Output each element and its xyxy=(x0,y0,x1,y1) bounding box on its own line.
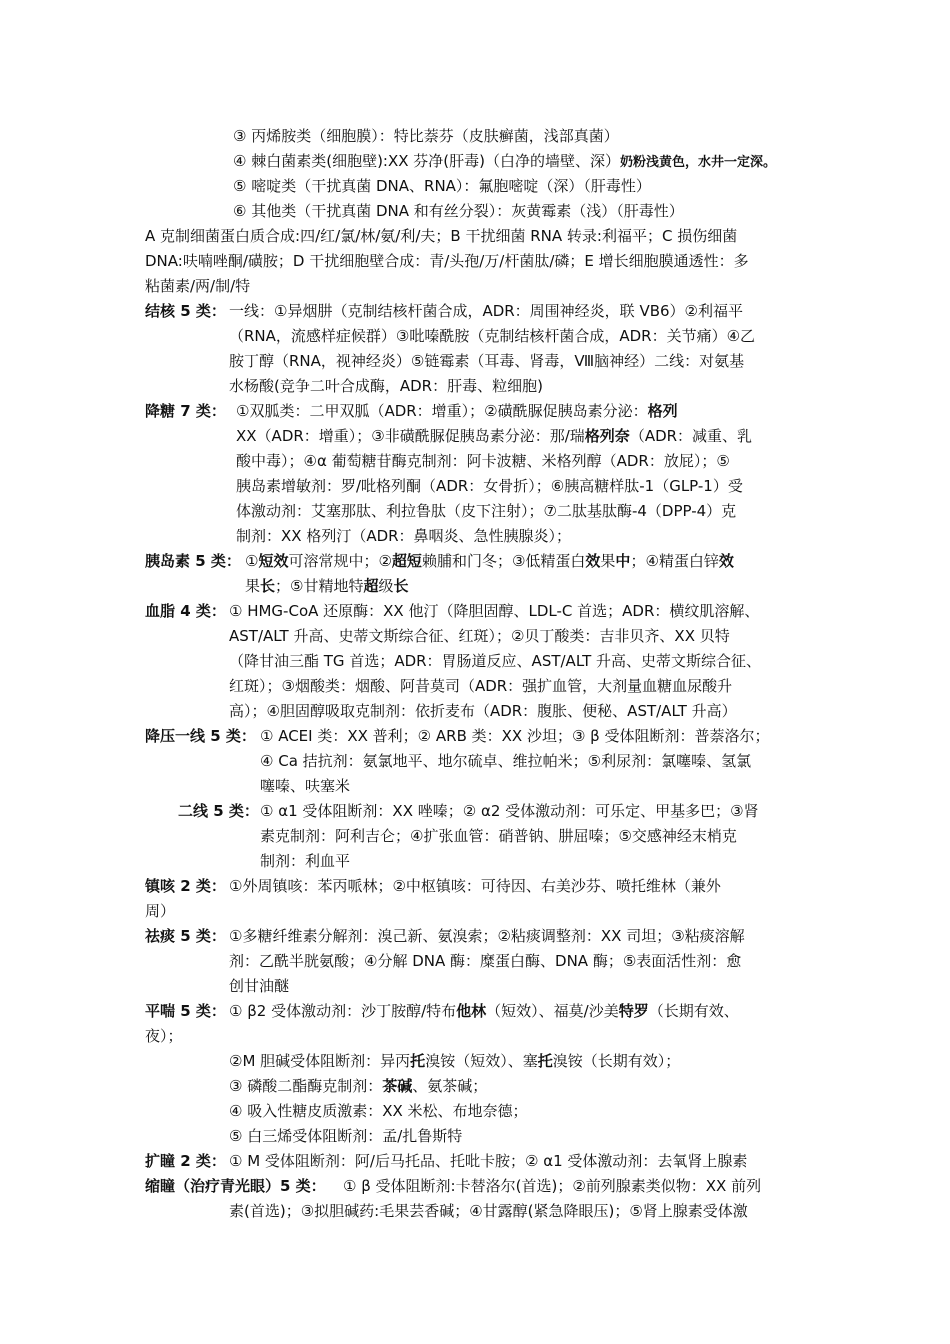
text-line: 一线：①异烟肼（克制结核杆菌合成，ADR：周围神经炎，联 VB6）②利福平 xyxy=(229,302,743,320)
text-line: 素(首选)；③拟胆碱药:毛果芸香碱；④甘露醇(紧急降眼压)；⑤肾上腺素受体激 xyxy=(229,1202,748,1220)
text-line: （降甘油三酯 TG 首选；ADR：胃肠道反应、AST/ALT 升高、史蒂文斯综合征、 xyxy=(229,652,762,670)
text-line: XX（ADR：增重）；③非磺酰脲促胰岛素分泌：那/瑞格列奈（ADR：减重、乳 xyxy=(236,427,753,445)
text-line: 制剂：XX 格列汀（ADR：鼻咽炎、急性胰腺炎）； xyxy=(236,527,572,545)
text-line: ③ 磷酸二酯酶克制剂：茶碱、氨茶碱； xyxy=(229,1077,488,1095)
text-line: 制剂：利血平 xyxy=(260,852,351,870)
text-line: 噻嗪、呋塞米 xyxy=(260,777,351,795)
section-heading: 结核 5 类： xyxy=(145,302,226,320)
text-line: ③ 丙烯胺类（细胞膜）：特比萘芬（皮肤癣菌，浅部真菌） xyxy=(233,127,619,145)
text-line: A 克制细菌蛋白质合成:四/红/氯/林/氨/利/夫；B 干扰细菌 RNA 转录:利福平；C 损伤细菌 xyxy=(145,227,738,245)
text-line: ①多糖纤维素分解剂：溴己新、氨溴索；②粘痰调整剂：XX 司坦；③粘痰溶解 xyxy=(229,927,745,945)
text-line: 红斑）；③烟酸类：烟酸、阿昔莫司（ADR：强扩血管，大剂量血糖血尿酸升 xyxy=(229,677,733,695)
section-heading: 降糖 7 类： xyxy=(145,402,226,420)
text-line: ④ 棘白菌素类(细胞壁):XX 芬净(肝毒)（白净的墙壁、深）奶粉浅黄色，水井一定深。 xyxy=(233,152,777,170)
text-line: 酸中毒）；④α 葡萄糖苷酶克制剂：阿卡波糖、米格列醇（ADR：放屁）；⑤ xyxy=(236,452,730,470)
text-line: 体激动剂：艾塞那肽、利拉鲁肽（皮下注射）；⑦二肽基肽酶-4（DPP-4）克 xyxy=(236,502,737,520)
text-line: ②M 胆碱受体阻断剂：异丙托溴铵（短效）、塞托溴铵（长期有效）； xyxy=(229,1052,681,1070)
text-line: 创甘油醚 xyxy=(229,977,290,995)
text-line: ① ACEI 类：XX 普利；② ARB 类：XX 沙坦；③ β 受体阻断剂：普萘洛尔； xyxy=(260,727,770,745)
text-line: ① β2 受体激动剂：沙丁胺醇/特布他林（短效）、福莫/沙美特罗（长期有效、 xyxy=(229,1002,739,1020)
text-line: ① β 受体阻断剂:卡替洛尔(首选)；②前列腺素类似物：XX 前列 xyxy=(343,1177,762,1195)
text-line: ④ Ca 拮抗剂：氨氯地平、地尔硫卓、维拉帕米；⑤利尿剂：氯噻嗪、氢氯 xyxy=(260,752,752,770)
text-line: 胺丁醇（RNA，视神经炎）⑤链霉素（耳毒、肾毒，Ⅷ脑神经）二线：对氨基 xyxy=(229,352,745,370)
text-line: DNA:呋喃唑酮/磺胺；D 干扰细胞壁合成：青/头孢/万/杆菌肽/磷；E 增长细胞膜通透性：多 xyxy=(145,252,749,270)
text-line: 夜）； xyxy=(145,1027,183,1045)
section-heading: 二线 5 类： xyxy=(178,802,259,820)
text-line: （RNA，流感样症候群）③吡嗪酰胺（克制结核杆菌合成，ADR：关节痛）④乙 xyxy=(229,327,756,345)
text-line: 高）；④胆固醇吸取克制剂：依折麦布（ADR：腹胀、便秘、AST/ALT 升高） xyxy=(229,702,737,720)
section-heading: 平喘 5 类： xyxy=(145,1002,226,1020)
text-line: ① α1 受体阻断剂：XX 唑嗪；② α2 受体激动剂：可乐定、甲基多巴；③肾 xyxy=(260,802,759,820)
section-heading: 血脂 4 类： xyxy=(145,602,226,620)
text-line: ①外周镇咳：苯丙哌林；②中枢镇咳：可待因、右美沙芬、喷托维林（兼外 xyxy=(229,877,721,895)
text-line: ⑤ 嘧啶类（干扰真菌 DNA、RNA）：氟胞嘧啶（深）（肝毒性） xyxy=(233,177,651,195)
text-line: 果长；⑤甘精地特超级长 xyxy=(245,577,409,595)
section-heading: 镇咳 2 类： xyxy=(145,877,226,895)
mnemonic: 奶粉浅黄色，水井一定深。 xyxy=(620,155,777,170)
section-heading: 祛痰 5 类： xyxy=(145,927,226,945)
text-line: 粘菌素/两/制/特 xyxy=(145,277,251,295)
text-line: ④ 吸入性糖皮质激素：XX 米松、布地奈德； xyxy=(229,1102,528,1120)
text-line: AST/ALT 升高、史蒂文斯综合征、红斑）；②贝丁酸类：吉非贝齐、XX 贝特 xyxy=(229,627,730,645)
text-line: 胰岛素增敏剂：罗/吡格列酮（ADR：女骨折）；⑥胰高糖样肽-1（GLP-1）受 xyxy=(236,477,743,495)
section-heading: 胰岛素 5 类： xyxy=(145,552,241,570)
text-line: 水杨酸(竞争二叶合成酶，ADR：肝毒、粒细胞) xyxy=(229,377,543,395)
text-line: ① M 受体阻断剂：阿/后马托品、托吡卡胺；② α1 受体激动剂：去氧肾上腺素 xyxy=(229,1152,748,1170)
section-heading: 缩瞳（治疗青光眼）5 类： xyxy=(145,1177,326,1195)
text-line: ⑥ 其他类（干扰真菌 DNA 和有丝分裂）：灰黄霉素（浅）（肝毒性） xyxy=(233,202,684,220)
text-line: ①双胍类：二甲双胍（ADR：增重）；②磺酰脲促胰岛素分泌：格列 xyxy=(236,402,678,420)
text-line: ⑤ 白三烯受体阻断剂：孟/扎鲁斯特 xyxy=(229,1127,463,1145)
text-line: 素克制剂：阿利吉仑；④扩张血管：硝普钠、肼屈嗪；⑤交感神经末梢克 xyxy=(260,827,737,845)
text-line: ①短效可溶常规中；②超短赖脯和门冬；③低精蛋白效果中；④精蛋白锌效 xyxy=(245,552,734,570)
section-heading: 扩瞳 2 类： xyxy=(145,1152,226,1170)
section-heading: 降压一线 5 类： xyxy=(145,727,256,745)
text-line: 剂：乙酰半胱氨酸；④分解 DNA 酶：糜蛋白酶、DNA 酶；⑤表面活性剂：愈 xyxy=(229,952,742,970)
text-line: 周） xyxy=(145,902,176,920)
text-line: ① HMG-CoA 还原酶：XX 他汀（降胆固醇、LDL-C 首选；ADR：横纹肌溶解、 xyxy=(229,602,760,620)
